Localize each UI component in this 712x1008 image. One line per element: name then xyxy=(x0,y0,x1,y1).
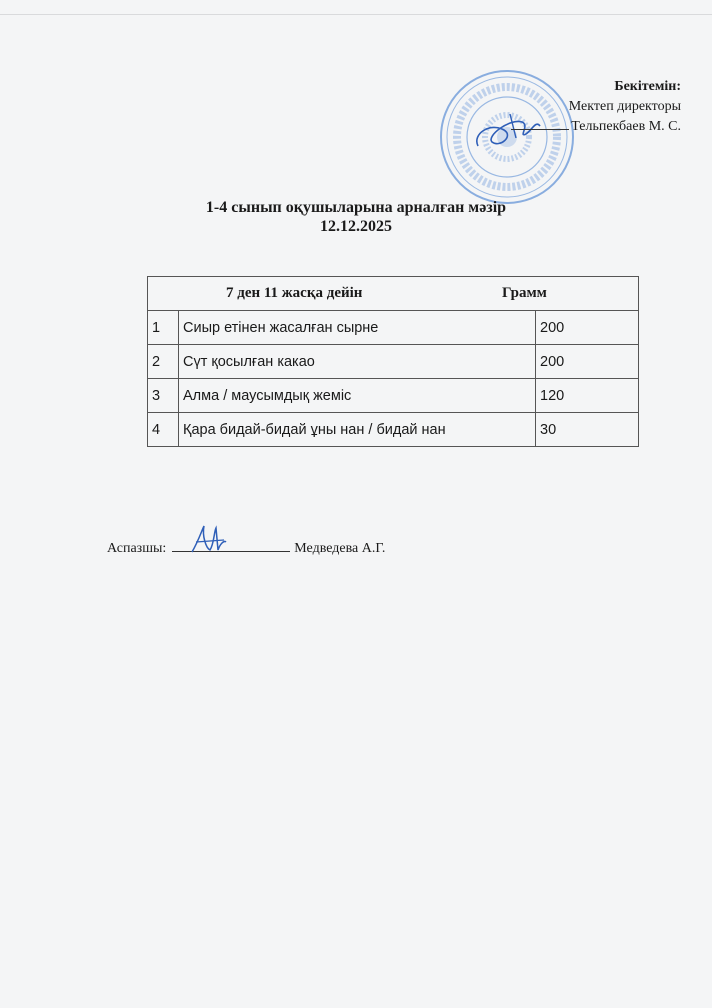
approval-block xyxy=(511,77,681,137)
row-number: 1 xyxy=(148,311,179,345)
table-row xyxy=(148,413,639,447)
header-grams: Грамм xyxy=(502,285,547,301)
title-text: 1-4 сынып оқушыларына арналған мәзір xyxy=(205,199,507,216)
cook-signature xyxy=(188,522,228,558)
dish-grams: 200 xyxy=(536,345,639,379)
header-age-range: 7 ден 11 жасқа дейін xyxy=(226,285,363,301)
menu-date: 12.12.2025 xyxy=(320,218,392,235)
cook-name: Медведева А.Г. xyxy=(294,541,386,556)
table-row xyxy=(148,379,639,413)
director-line xyxy=(511,117,681,137)
dish-name: Алма / маусымдық жеміс xyxy=(179,379,536,413)
signature-line xyxy=(511,117,569,130)
table-header-row xyxy=(148,277,639,311)
dish-name: Сиыр етінен жасалған сырне xyxy=(179,311,536,345)
table-row xyxy=(148,311,639,345)
header-cell xyxy=(148,277,639,311)
dish-grams: 200 xyxy=(536,311,639,345)
scan-edge-line xyxy=(0,14,712,15)
cook-label: Аспазшы: xyxy=(107,541,167,556)
row-number: 2 xyxy=(148,345,179,379)
menu-title xyxy=(0,198,712,236)
approval-label: Бекітемін: xyxy=(614,79,681,94)
director-name: Тельпекбаев М. С. xyxy=(571,119,681,134)
cook-signature-block xyxy=(107,539,385,557)
dish-name: Сүт қосылған какао xyxy=(179,345,536,379)
row-number: 4 xyxy=(148,413,179,447)
dish-name: Қара бидай-бидай ұны нан / бидай нан xyxy=(179,413,536,447)
menu-table xyxy=(147,276,639,447)
dish-grams: 120 xyxy=(536,379,639,413)
row-number: 3 xyxy=(148,379,179,413)
dish-grams: 30 xyxy=(536,413,639,447)
director-position: Мектеп директоры xyxy=(568,99,681,114)
table-row xyxy=(148,345,639,379)
